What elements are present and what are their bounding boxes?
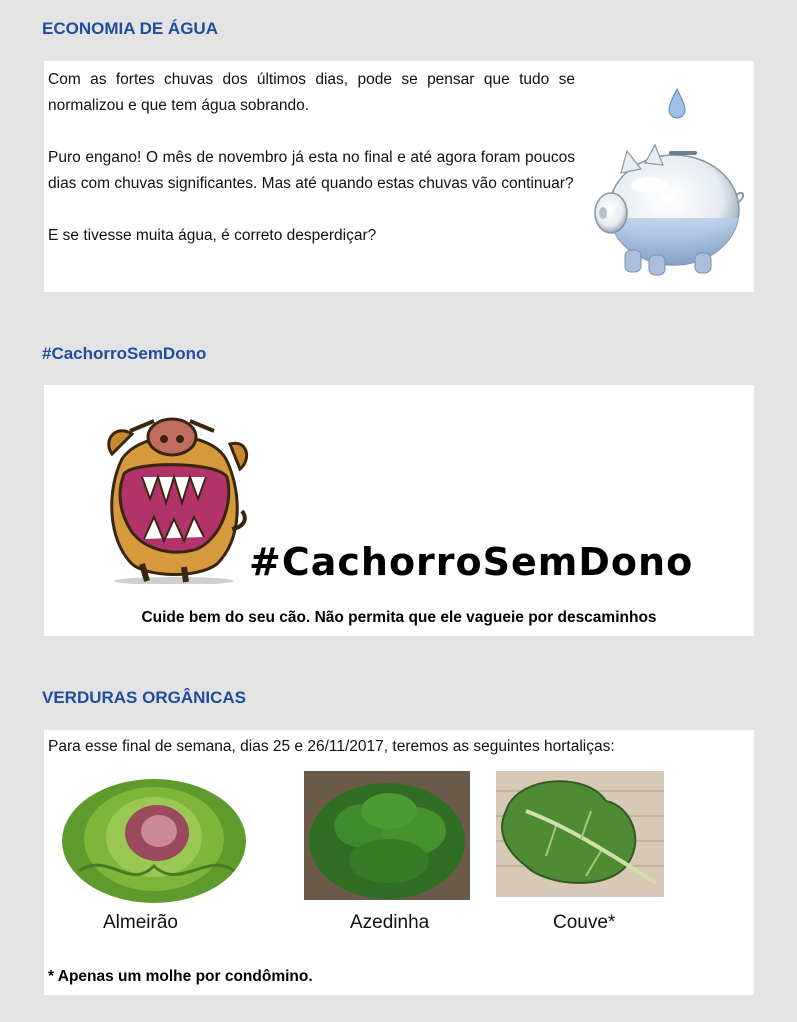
economia-paragraph: E se tivesse muita água, é correto desperdiçar? — [48, 227, 377, 244]
section-title-verduras: VERDURAS ORGÂNICAS — [42, 688, 247, 707]
hashtag-logo-text: #CachorroSemDono — [249, 540, 694, 584]
economia-paragraph: Puro engano! O mês de novembro já esta no final e até agora foram poucos dias com chuvas significantes. Mas até quando estas chuvas vão continuar? — [48, 149, 575, 192]
economia-card — [44, 61, 754, 292]
couve-photo — [496, 771, 664, 897]
verduras-card — [44, 730, 754, 995]
economia-text — [48, 67, 575, 249]
glass-piggy-bank-illustration — [589, 85, 744, 280]
cachorro-caption: Cuide bem do seu cão. Não permita que ele vagueie por descaminhos — [141, 609, 657, 626]
veg-label-azedinha: Azedinha — [350, 912, 430, 933]
almeirao-photo — [59, 771, 248, 904]
economia-paragraph: Com as fortes chuvas dos últimos dias, pode se pensar que tudo se normalizou e que tem água sobrando. — [48, 71, 575, 114]
verduras-intro: Para esse final de semana, dias 25 e 26/11/2017, teremos as seguintes hortaliças: — [48, 738, 615, 755]
veg-label-couve: Couve* — [553, 912, 616, 933]
azedinha-photo — [304, 771, 470, 900]
cachorro-card — [44, 385, 754, 636]
section-title-cachorro: #CachorroSemDono — [42, 344, 207, 363]
verduras-note: * Apenas um molhe por condômino. — [48, 968, 313, 985]
section-title-economia: ECONOMIA DE ÁGUA — [42, 19, 218, 38]
veg-label-almeirao: Almeirão — [103, 912, 178, 933]
angry-dog-illustration — [102, 399, 252, 584]
